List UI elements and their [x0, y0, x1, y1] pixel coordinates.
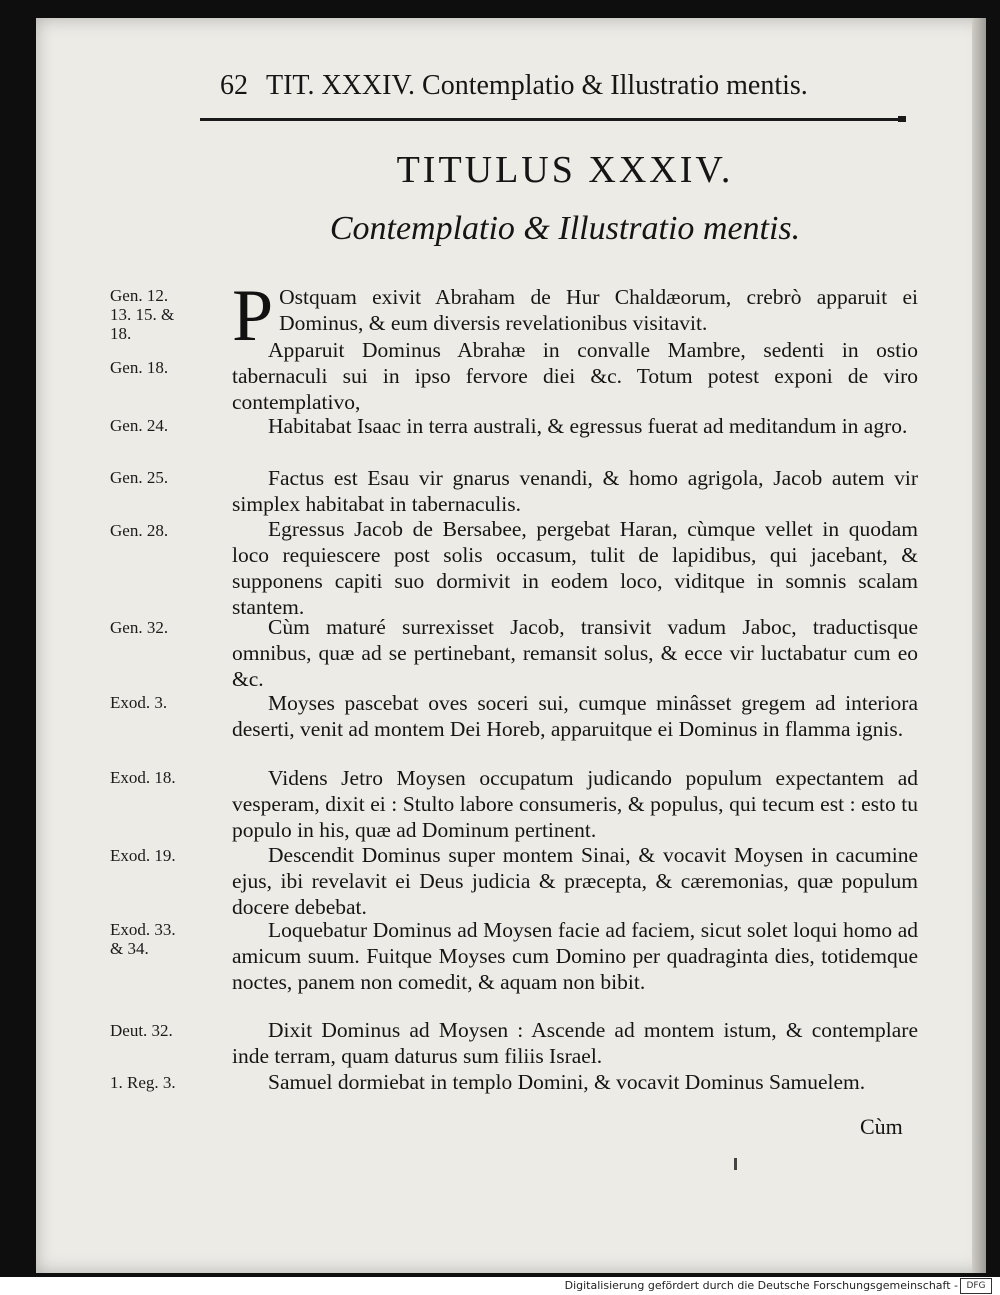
paragraph: Habitabat Isaac in terra australi, & egressus fuerat ad meditandum in agro. — [268, 414, 908, 438]
paragraph: Moyses pascebat oves soceri sui, cumque minâsset gregem ad interiora deserti, venit ad montem Dei Horeb, apparuitque ei Dominus in flamma ignis. — [232, 691, 918, 741]
paragraph: Apparuit Dominus Abrahæ in convalle Mambre, sedenti in ostio tabernaculi sui in ipso fervore diei &c. Totum potest exponi de viro contemplativo, — [232, 338, 918, 414]
header-rule — [200, 118, 905, 121]
page-edge-shadow — [972, 18, 986, 1273]
paragraph: Descendit Dominus super montem Sinai, & vocavit Moysen in cacumine ejus, ibi revelavit ei Deus judicia & præcepta, & cæremonias, quæ populum docere debebat. — [232, 843, 918, 919]
margin-ref: Exod. 3. — [110, 693, 168, 712]
margin-ref: Gen. 12. 13. 15. & 18. — [110, 286, 175, 343]
paragraph: Egressus Jacob de Bersabee, pergebat Haran, cùmque vellet in quodam loco requiescere post solis occasum, tulit de lapidibus, qui jacebant, & supponens capiti suo dormivit in eodem loco, viditque in somnis scalam stantem. — [232, 517, 918, 619]
margin-ref: Gen. 28. — [110, 521, 169, 540]
margin-ref: 1. Reg. 3. — [110, 1073, 176, 1092]
drop-capital: P — [232, 275, 274, 357]
chapter-subtitle: Contemplatio & Illustratio mentis. — [329, 210, 801, 247]
paragraph: Cùm maturé surrexisset Jacob, transivit vadum Jaboc, traductisque omnibus, quæ ad se pertinebant, remansit solus, & ecce vir luctabatur cum eo &c. — [232, 615, 918, 691]
margin-ref: Gen. 25. — [110, 468, 169, 487]
running-head-text: TIT. XXXIV. Contemplatio & Illustratio mentis. — [266, 70, 808, 101]
paragraph: Samuel dormiebat in templo Domini, & vocavit Dominus Samuelem. — [268, 1070, 866, 1094]
margin-ref: Exod. 18. — [110, 768, 176, 787]
dfg-logo-icon: DFG — [960, 1278, 992, 1294]
paragraph: Dixit Dominus ad Moysen : Ascende ad montem istum, & contemplare inde terram, quam daturus sum filiis Israel. — [232, 1018, 918, 1068]
page-number: 62 — [220, 70, 248, 101]
running-head — [220, 70, 890, 110]
paragraph: Videns Jetro Moysen occupatum judicando populum expectantem ad vesperam, dixit ei : Stulto labore consumeris, & populus, qui tecum est : esto tu populo in his, quæ ad Dominum pertinent. — [232, 766, 918, 842]
margin-ref: Gen. 24. — [110, 416, 169, 435]
paragraph-text: Ostquam exivit Abraham de Hur Chaldæorum, crebrò apparuit ei Dominus, & eum diversis revelationibus visitavit. — [279, 285, 918, 335]
paragraph: Factus est Esau vir gnarus venandi, & homo agrigola, Jacob autem vir simplex habitabat in tabernaculis. — [232, 466, 918, 516]
margin-ref: Gen. 32. — [110, 618, 169, 637]
ink-speck — [734, 1158, 737, 1170]
header-rule-end — [898, 116, 906, 122]
margin-ref: Deut. 32. — [110, 1021, 173, 1040]
paragraph — [232, 275, 918, 357]
digitization-credit: Digitalisierung gefördert durch die Deutsche Forschungsgemeinschaft - — [564, 1279, 958, 1292]
margin-ref: Exod. 33. & 34. — [110, 920, 176, 958]
margin-ref: Gen. 18. — [110, 358, 169, 377]
margin-ref: Exod. 19. — [110, 846, 176, 865]
catchword: Cùm — [860, 1114, 903, 1139]
chapter-title: TITULUS XXXIV. — [396, 149, 734, 191]
paragraph: Loquebatur Dominus ad Moysen facie ad faciem, sicut solet loqui homo ad amicum suum. Fuitque Moyses cum Domino per quadraginta dies, totidemque noctes, panem non comedit, & aquam non bibit. — [232, 918, 918, 994]
